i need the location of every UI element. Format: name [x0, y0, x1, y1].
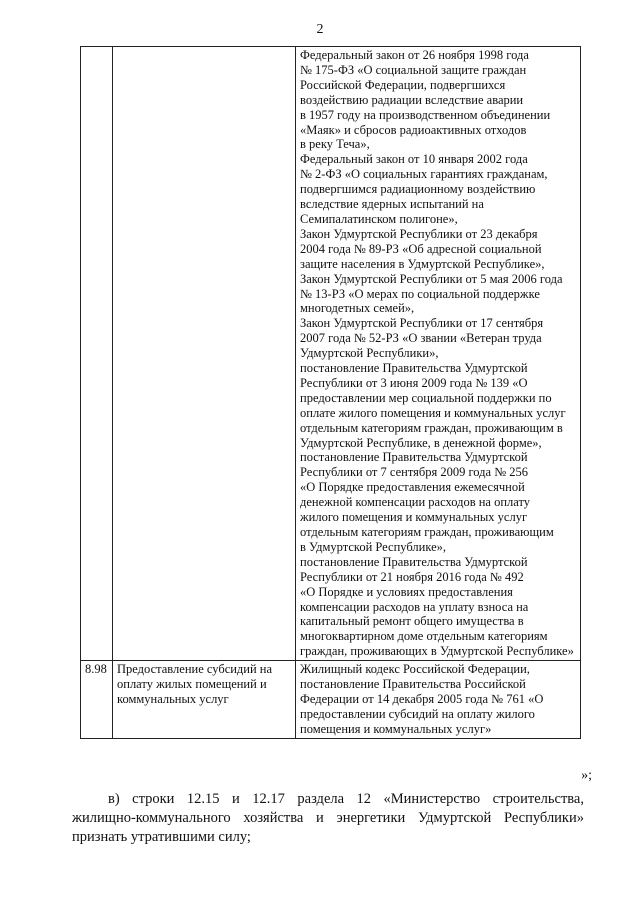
text-line: Закон Удмуртской Республики от 17 сентября — [300, 316, 544, 331]
text-line: воздействию радиации вследствие аварии — [300, 92, 524, 107]
text-line: денежной компенсации расходов на оплату — [300, 495, 531, 510]
text-line: Федеральный закон от 26 ноября 1998 года — [300, 48, 529, 62]
table-row — [81, 47, 581, 661]
text-line: компенсации расходов на уплату взноса на — [300, 599, 529, 614]
text-line: предоставлении мер социальной поддержки по — [300, 390, 552, 405]
text-line: в 1957 году на производственном объединении — [300, 107, 551, 122]
legal-basis-table — [80, 46, 581, 739]
text-line: Удмуртской Республике, в денежной форме», — [300, 435, 542, 450]
text-line: отдельным категориям граждан, проживающим — [300, 525, 554, 539]
paragraph-line: в) строки 12.15 и 12.17 раздела 12 «Министерство строительства, — [108, 791, 584, 807]
text-line: помещения и коммунальных услуг» — [300, 721, 492, 736]
text-line: № 13-РЗ «О мерах по социальной поддержке — [300, 286, 540, 301]
text-line: Республики от 7 сентября 2009 года № 256 — [300, 465, 529, 480]
text-line: Российской Федерации, подвергшихся — [300, 77, 506, 92]
closing-quote: »; — [581, 768, 592, 783]
row-number-cell — [81, 47, 113, 661]
text-line: коммунальных услуг — [117, 691, 229, 706]
text-line: постановление Правительства Удмуртской — [300, 450, 528, 465]
legal-basis-cell — [296, 47, 581, 661]
legal-basis-cell — [296, 661, 581, 739]
text-line: предоставлении субсидий на оплату жилого — [300, 706, 535, 721]
text-line: Закон Удмуртской Республики от 23 декабря — [300, 226, 538, 241]
text-line: в Удмуртской Республике», — [300, 539, 447, 554]
text-line: граждан, проживающих в Удмуртской Республике» — [300, 644, 574, 659]
text-line: отдельным категориям граждан, проживающим в — [300, 420, 563, 435]
text-line: Удмуртской Республики», — [300, 346, 439, 361]
row-number: 8.98 — [85, 662, 107, 677]
legal-basis-list — [300, 662, 576, 737]
paragraph-line: жилищно-коммунального хозяйства и энергетики Удмуртской Республики» — [72, 810, 584, 826]
text-line: капитальный ремонт общего имущества в — [300, 614, 524, 629]
text-line: Федерации от 14 декабря 2005 года № 761 «О — [300, 691, 544, 706]
service-name-cell — [113, 47, 296, 661]
text-line: «О Порядке и условиях предоставления — [300, 584, 513, 599]
row-number-cell — [81, 661, 113, 739]
table-row — [81, 661, 581, 739]
text-line: Федеральный закон от 10 января 2002 года — [300, 152, 528, 167]
text-line: Республики от 21 ноября 2016 года № 492 — [300, 569, 524, 584]
text-line: 2007 года № 52-РЗ «О звании «Ветеран труда — [300, 331, 542, 346]
text-line: Республики от 3 июня 2009 года № 139 «О — [300, 375, 528, 390]
text-line: «О Порядке предоставления ежемесячной — [300, 480, 525, 495]
text-line: постановление Правительства Удмуртской — [300, 361, 528, 376]
text-line: «Маяк» и сбросов радиоактивных отходов — [300, 122, 527, 137]
amendment-paragraph — [72, 790, 584, 847]
text-line: многодетных семей», — [300, 301, 415, 316]
text-line: вследствие ядерных испытаний на — [300, 197, 484, 212]
text-line: № 2-ФЗ «О социальных гарантиях гражданам, — [300, 167, 548, 182]
text-line: жилого помещения и коммунальных услуг — [300, 510, 528, 525]
text-line: подвергшимся радиационному воздействию — [300, 182, 536, 197]
text-line: оплату жилых помещений и — [117, 677, 267, 692]
text-line: защите населения в Удмуртской Республике», — [300, 256, 545, 271]
text-line: постановление Правительства Удмуртской — [300, 554, 528, 569]
text-line: № 175-ФЗ «О социальной защите граждан — [300, 62, 527, 77]
text-line: 2004 года № 89-РЗ «Об адресной социальной — [300, 241, 542, 256]
text-line: Закон Удмуртской Республики от 5 мая 2006 года — [300, 271, 563, 286]
text-line: оплате жилого помещения и коммунальных услуг — [300, 405, 566, 420]
text-line: Жилищный кодекс Российской Федерации, — [300, 662, 530, 677]
service-name-cell — [113, 661, 296, 739]
text-line: в реку Теча», — [300, 137, 370, 152]
legal-basis-list — [300, 48, 576, 659]
paragraph-line: признать утратившими силу; — [72, 829, 251, 845]
text-line: постановление Правительства Российской — [300, 677, 526, 692]
text-line: Семипалатинском полигоне», — [300, 211, 458, 226]
page-number: 2 — [316, 22, 324, 37]
text-line: Предоставление субсидий на — [117, 662, 273, 677]
service-name — [117, 662, 291, 707]
text-line: многоквартирном доме отдельным категориям — [300, 629, 548, 644]
